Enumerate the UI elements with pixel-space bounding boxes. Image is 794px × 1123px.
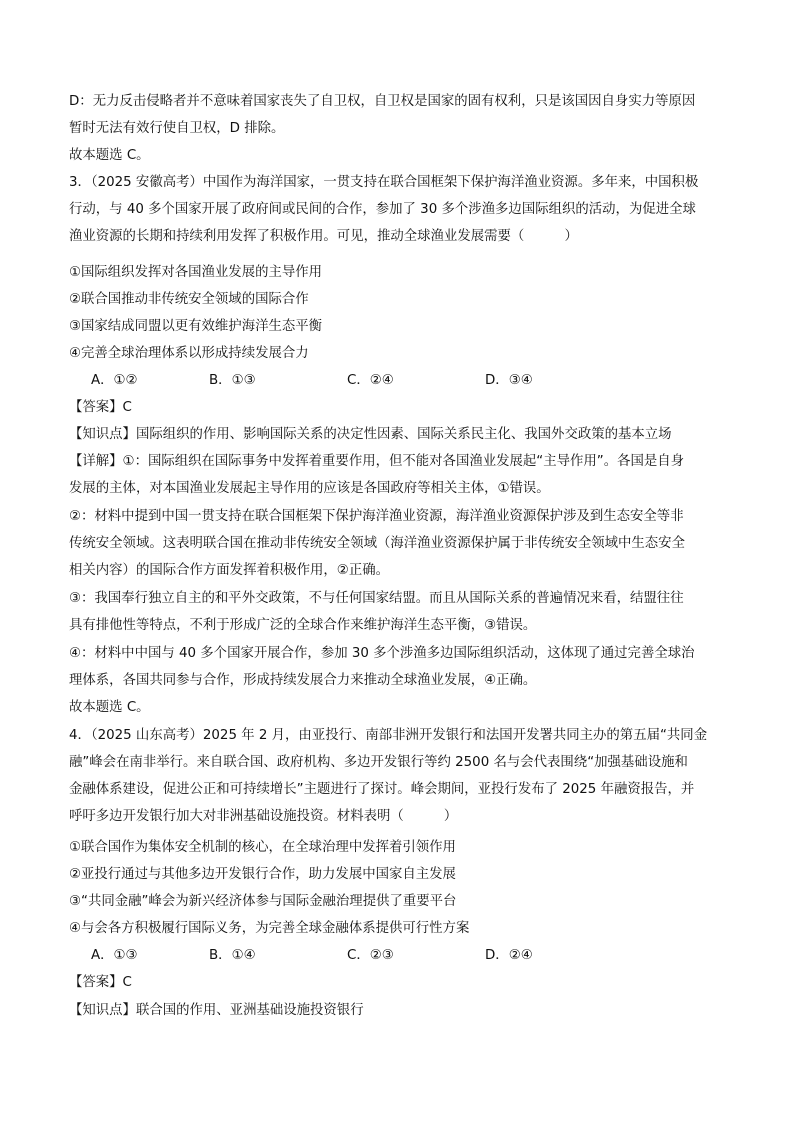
question-4-answer: 【答案】C (69, 975, 132, 990)
question-4-option-b: B．①④ (209, 948, 256, 963)
question-3-statement-2: ②联合国推动非传统安全领域的国际合作 (69, 292, 309, 307)
question-3-stem-line-1: 3．（2025 安徽高考）中国作为海洋国家，一贯支持在联合国框架下保护海洋渔业资源。多年来，中国积极 (69, 175, 699, 190)
question-3-option-a: A．①② (91, 373, 138, 388)
question-4-statement-1: ①联合国作为集体安全机制的核心，在全球治理中发挥着引领作用 (69, 840, 456, 855)
question-3-option-d: D．③④ (485, 373, 533, 388)
question-3-knowledge-points: 【知识点】国际组织的作用、影响国际关系的决定性因素、国际关系民主化、我国外交政策的基本立场 (69, 427, 672, 442)
question-4-stem-line-1: 4．（2025 山东高考）2025 年 2 月，由亚投行、南部非洲开发银行和法国开发署共同主办的第五届“共同金 (69, 728, 708, 743)
question-3-detail-line-3: ②：材料中提到中国一贯支持在联合国框架下保护海洋渔业资源，海洋渔业资源保护涉及到生态安全等非 (69, 509, 684, 524)
question-3-detail-line-1: 【详解】①：国际组织在国际事务中发挥着重要作用，但不能对各国渔业发展起“主导作用”。各国是自身 (69, 454, 685, 469)
question-3-detail-line-8: ④：材料中中国与 40 多个国家开展合作，参加 30 多个涉渔多边国际组织活动，这体现了通过完善全球治 (69, 646, 695, 661)
question-4-option-a: A．①③ (91, 948, 138, 963)
question-3-detail-line-4: 传统安全领域。这表明联合国在推动非传统安全领域（海洋渔业资源保护属于非传统安全领域中生态安全 (69, 536, 685, 551)
question-4-knowledge-points: 【知识点】联合国的作用、亚洲基础设施投资银行 (69, 1003, 364, 1018)
question-4-stem-line-2: 融”峰会在南非举行。来自联合国、政府机构、多边开发银行等约 2500 名与会代表围绕“加强基础设施和 (69, 755, 688, 770)
question-3-conclusion: 故本题选 C。 (69, 700, 150, 715)
question-3-detail-line-6: ③：我国奉行独立自主的和平外交政策，不与任何国家结盟。而且从国际关系的普遍情况来看，结盟往往 (69, 591, 684, 606)
question-3-statement-3: ③国家结成同盟以更有效维护海洋生态平衡 (69, 319, 323, 334)
question-3-detail-line-5: 相关内容）的国际合作方面发挥着积极作用，②正确。 (69, 563, 389, 578)
question-4-stem-line-4: 呼吁多边开发银行加大对非洲基础设施投资。材料表明（ ） (69, 809, 458, 824)
question-3-stem-line-3: 渔业资源的长期和持续利用发挥了积极作用。可见，推动全球渔业发展需要（ ） (69, 229, 578, 244)
question-4-option-c: C．②③ (347, 948, 394, 963)
question-4-option-d: D．②④ (485, 948, 533, 963)
question-3-stem-line-2: 行动，与 40 多个国家开展了政府间或民间的合作，参加了 30 多个涉渔多边国际组织的活动，为促进全球 (69, 202, 696, 217)
question-3-detail-line-7: 具有排他性等特点，不利于形成广泛的全球合作来维护海洋生态平衡，③错误。 (69, 618, 537, 633)
question-3-detail-line-9: 理体系，各国共同参与合作，形成持续发展合力来推动全球渔业发展，④正确。 (69, 673, 537, 688)
question-3-option-c: C．②④ (347, 373, 394, 388)
option-d-explanation-line-2: 暂时无法有效行使自卫权，D 排除。 (69, 121, 285, 136)
question-3-detail-line-2: 发展的主体，对本国渔业发展起主导作用的应该是各国政府等相关主体，①错误。 (69, 481, 550, 496)
question-3-option-b: B．①③ (209, 373, 256, 388)
question-4-statement-4: ④与会各方积极履行国际义务，为完善全球金融体系提供可行性方案 (69, 921, 470, 936)
question-4-statement-2: ②亚投行通过与其他多边开发银行合作，助力发展中国家自主发展 (69, 867, 456, 882)
question-3-statement-1: ①国际组织发挥对各国渔业发展的主导作用 (69, 265, 323, 280)
question-3-answer: 【答案】C (69, 400, 132, 415)
question-3-options (69, 367, 729, 394)
question-4-stem-line-3: 金融体系建设，促进公正和可持续增长”主题进行了探讨。峰会期间，亚投行发布了 2025 年融资报告，并 (69, 782, 695, 797)
question-2-conclusion: 故本题选 C。 (69, 148, 150, 163)
question-4-statement-3: ③“共同金融”峰会为新兴经济体参与国际金融治理提供了重要平台 (69, 894, 457, 909)
question-3-statement-4: ④完善全球治理体系以形成持续发展合力 (69, 346, 309, 361)
option-d-explanation-line-1: D：无力反击侵略者并不意味着国家丧失了自卫权，自卫权是国家的固有权利，只是该国因自身实力等原因 (69, 94, 696, 109)
question-4-options (69, 942, 729, 969)
